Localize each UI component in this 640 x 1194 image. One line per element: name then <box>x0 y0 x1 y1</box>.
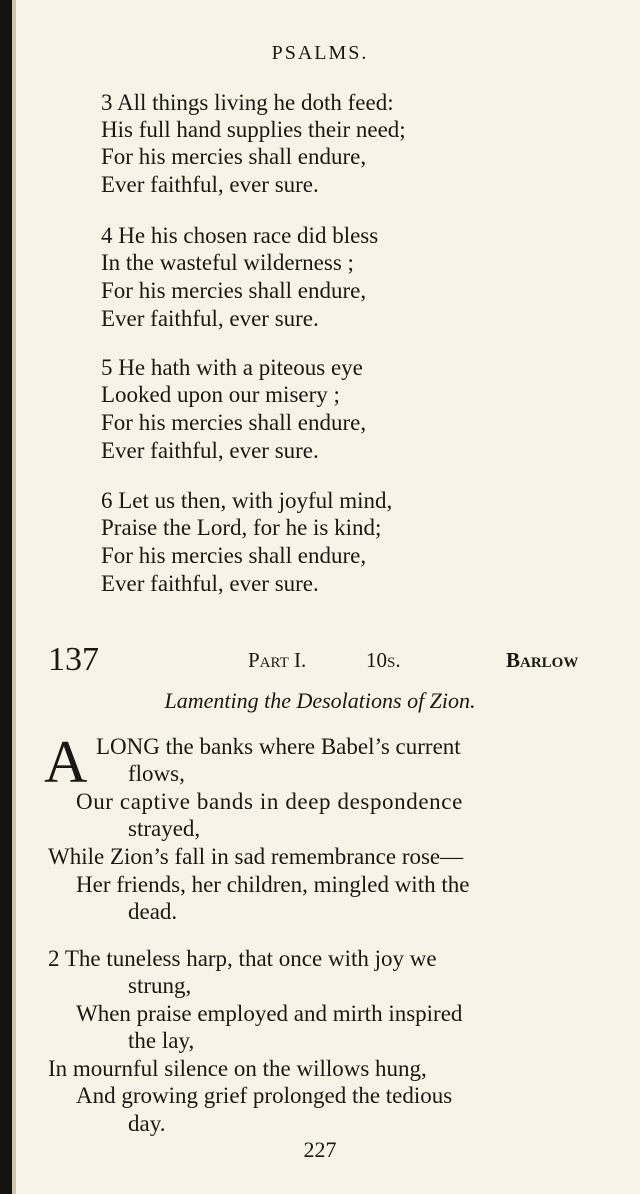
stanza-line: For his mercies shall endure, <box>101 543 367 568</box>
stanza-line: 4 He his chosen race did bless <box>101 223 379 248</box>
stanza-line: 6 Let us then, with joyful mind, <box>101 488 393 513</box>
running-header: PSALMS. <box>271 42 369 64</box>
hymn-number: 137 <box>48 641 99 678</box>
stanza-line: 5 He hath with a piteous eye <box>101 355 363 380</box>
verse-line: Her friends, her children, mingled with the <box>76 872 470 897</box>
stanza-line: Praise the Lord, for he is kind; <box>101 515 382 540</box>
hymn-part: Part I. <box>248 648 307 672</box>
stanza-line: For his mercies shall endure, <box>101 144 367 169</box>
verse-line-text: LONG the banks where Babel’s current <box>96 734 461 759</box>
verse-line: When praise employed and mirth inspired <box>76 1001 463 1026</box>
verse-line-cont: day. <box>128 1111 166 1136</box>
verse-line: 2 The tuneless harp, that once with joy we <box>48 946 437 971</box>
verse-line: And growing grief prolonged the tedious <box>76 1083 453 1108</box>
verse-line-cont: strayed, <box>128 816 201 841</box>
stanza-line: For his mercies shall endure, <box>101 410 367 435</box>
verse-line: Our captive bands in deep despondence <box>76 789 463 814</box>
stanza-line: Ever faithful, ever sure. <box>101 172 319 197</box>
stanza-line: 3 All things living he doth feed: <box>101 90 394 115</box>
page-number: 227 <box>303 1137 337 1162</box>
hymn-subtitle: Lamenting the Desolations of Zion. <box>164 688 476 713</box>
verse-line <box>96 733 596 761</box>
verse-line-cont: strung, <box>128 973 192 998</box>
verse-line-cont: the lay, <box>128 1028 195 1053</box>
book-spine-shadow <box>0 0 12 1194</box>
stanza-line: Looked upon our misery ; <box>101 382 340 407</box>
stanza-line: For his mercies shall endure, <box>101 278 367 303</box>
stanza-line: Ever faithful, ever sure. <box>101 571 319 596</box>
drop-cap: A <box>44 729 88 795</box>
verse-line-cont: dead. <box>128 899 178 924</box>
verse-line-cont: flows, <box>128 761 185 786</box>
hymn-meter: 10s. <box>366 648 401 672</box>
stanza-line: Ever faithful, ever sure. <box>101 306 319 331</box>
stanza-line: Ever faithful, ever sure. <box>101 438 319 463</box>
verse-line: In mournful silence on the willows hung, <box>48 1056 427 1081</box>
book-spine-edge <box>12 0 16 1194</box>
stanza-line: His full hand supplies their need; <box>101 117 406 142</box>
hymn-author: Barlow <box>506 648 579 672</box>
verse-line: While Zion’s fall in sad remembrance rose— <box>48 844 464 869</box>
stanza-line: In the wasteful wilderness ; <box>101 250 354 275</box>
